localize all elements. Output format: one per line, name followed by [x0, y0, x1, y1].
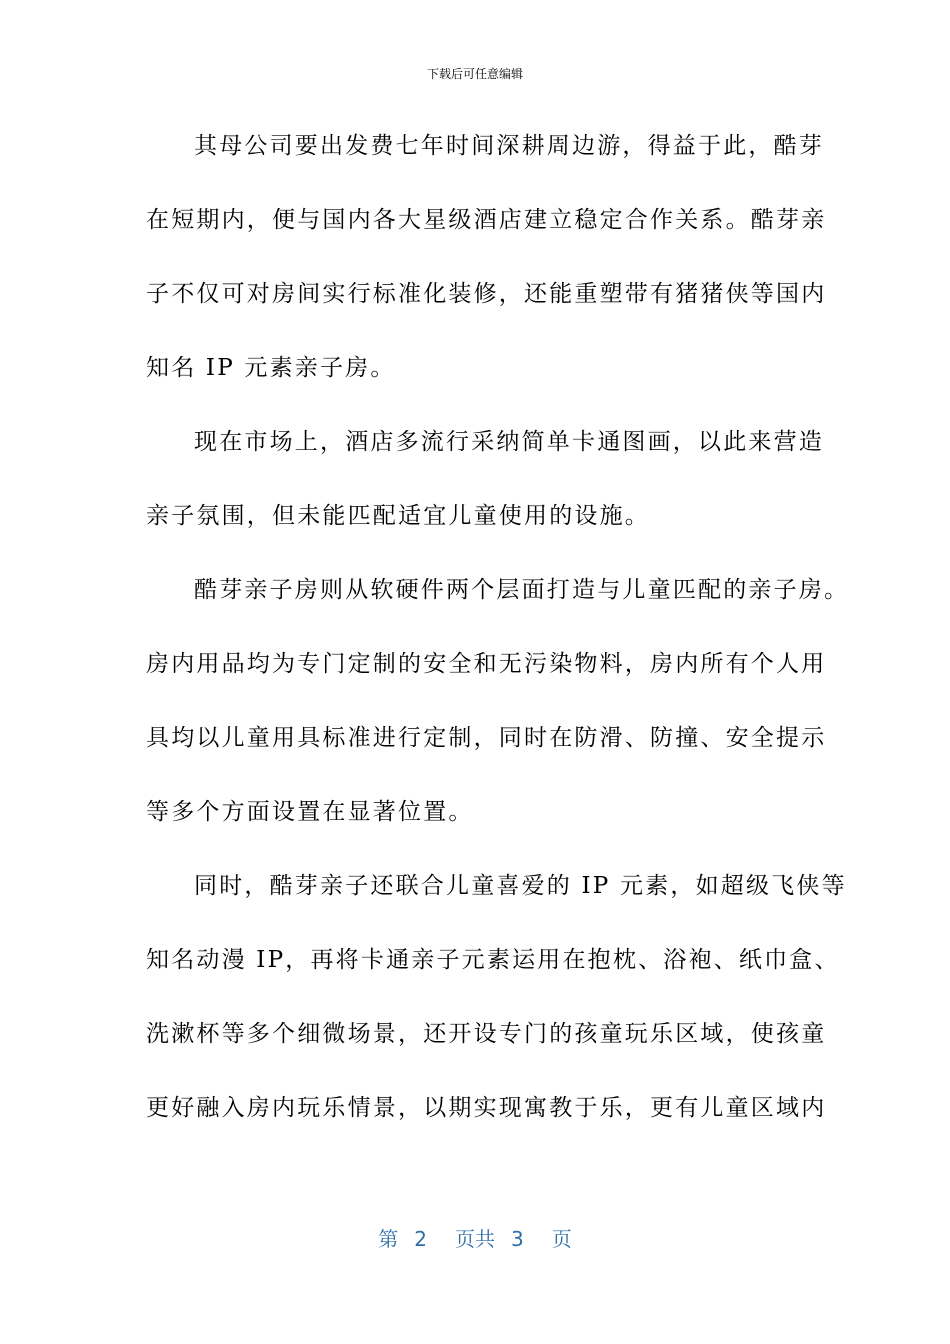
paragraph-2-line-2: 亲子氛围，但未能匹配适宜儿童使用的设施。	[146, 503, 650, 529]
paragraph-2-line-1: 现在市场上，酒店多流行采纳简单卡通图画，以此来营造	[194, 429, 824, 455]
page-footer	[0, 1226, 950, 1252]
paragraph-4-line-1: 同时，酷芽亲子还联合儿童喜爱的 IP 元素，如超级飞侠等	[194, 873, 847, 899]
paragraph-1-line-1: 其母公司要出发费七年时间深耕周边游，得益于此，酷芽	[194, 133, 824, 159]
paragraph-4-line-3: 洗漱杯等多个细微场景，还开设专门的孩童玩乐区域，使孩童	[146, 1021, 827, 1047]
footer-total-pages: 3	[511, 1227, 524, 1251]
footer-current-page: 2	[414, 1227, 427, 1251]
document-body	[146, 122, 850, 1158]
paragraph-3-line-4: 等多个方面设置在显著位置。	[146, 799, 474, 825]
paragraph-1-line-2: 在短期内，便与国内各大星级酒店建立稳定合作关系。酷芽亲	[146, 207, 827, 233]
footer-prefix: 第	[378, 1227, 399, 1251]
footer-middle: 页共	[455, 1227, 495, 1251]
paragraph-1-line-4: 知名 IP 元素亲子房。	[146, 355, 396, 381]
paragraph-4-line-4: 更好融入房内玩乐情景，以期实现寓教于乐，更有儿童区域内	[146, 1095, 827, 1121]
paragraph-3-line-3: 具均以儿童用具标准进行定制，同时在防滑、防撞、安全提示	[146, 725, 827, 751]
footer-suffix: 页	[551, 1227, 572, 1251]
paragraph-4-line-2: 知名动漫 IP，再将卡通亲子元素运用在抱枕、浴袍、纸巾盒、	[146, 947, 840, 973]
paragraph-3-line-1: 酷芽亲子房则从软硬件两个层面打造与儿童匹配的亲子房。	[194, 577, 850, 603]
paragraph-3-line-2: 房内用品均为专门定制的安全和无污染物料，房内所有个人用	[146, 651, 827, 677]
header-note: 下载后可任意编辑	[426, 67, 523, 81]
paragraph-1-line-3: 子不仅可对房间实行标准化装修，还能重塑带有猪猪侠等国内	[146, 281, 827, 307]
